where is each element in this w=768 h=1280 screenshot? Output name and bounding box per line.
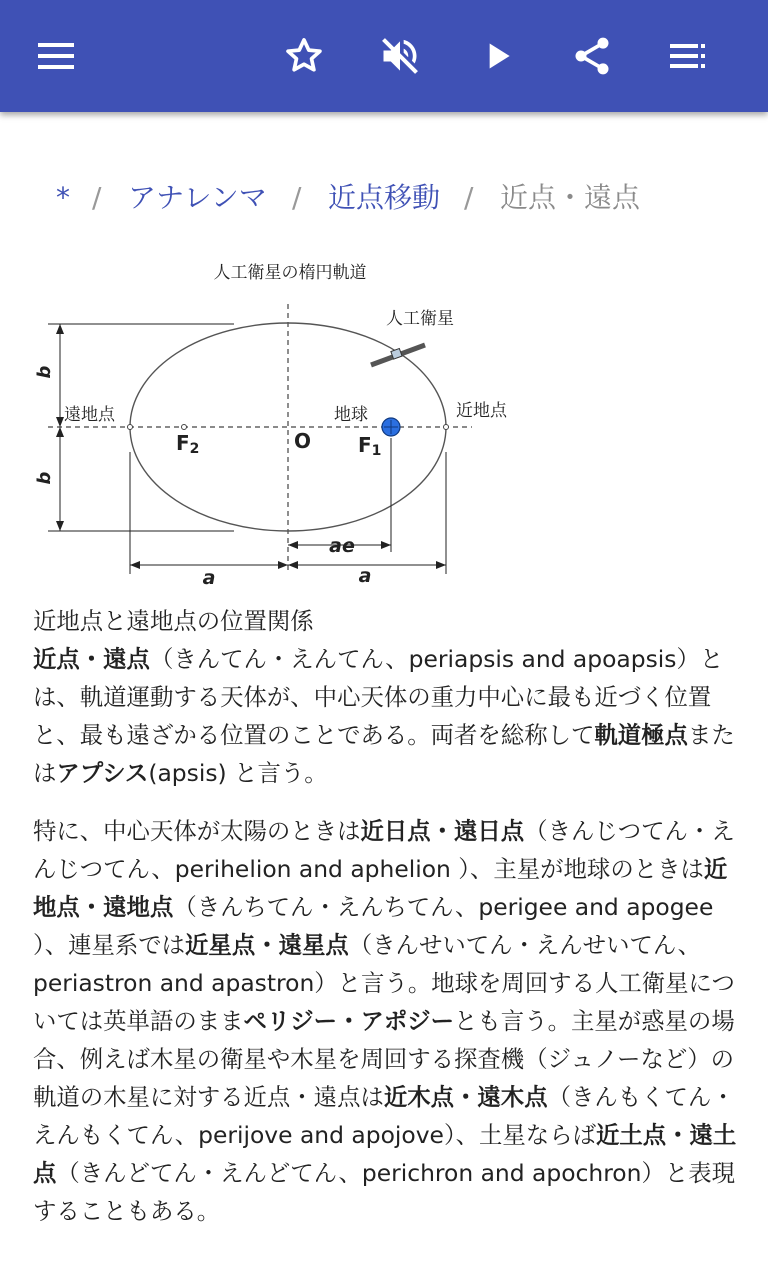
focus-2-label [176,431,199,457]
a-arrow-head [278,561,288,569]
share-icon [570,34,614,78]
focus-1-label [358,433,381,459]
breadcrumb-link-apsidal-precession[interactable]: 近点移動 [328,181,441,214]
figure-caption: 近地点と遠地点の位置関係 [33,607,314,635]
focus-2-letter: F [176,431,190,455]
term-periastron: 近星点・遠星点 [185,931,349,959]
b-arrow-head [56,427,64,437]
breadcrumb [0,176,768,220]
earth-label: 地球 [334,405,368,425]
share-button[interactable] [564,28,620,84]
apoapsis-point [128,425,133,430]
breadcrumb-separator: / [292,181,302,214]
b-arrow-head [56,417,64,427]
term-orbital-extremes: 軌道極点 [594,721,688,749]
paragraph-intro [33,640,739,792]
focus-1-subscript: 1 [371,443,382,459]
text-run: (apsis) と言う。 [148,759,328,787]
center-label: O [294,429,312,453]
ae-label: ae [329,535,355,557]
term-perigee-apogee-katakana: ペリジー・アポジー [243,1007,455,1035]
orbit-diagram [20,252,530,592]
breadcrumb-separator: / [92,181,102,214]
apoapsis-label: 遠地点 [64,405,115,425]
term-perigee: 近地点・遠地点 [33,855,728,921]
periapsis-point [444,425,449,430]
text-run: （きんてん・えんてん、periapsis and apoapsis）とは、軌道運動する天体が、中心天体の重力中心に最も近づく位置と、最も遠ざかる位置のことである。両者を総称して [33,645,724,749]
focus-2-subscript: 2 [189,441,200,457]
satellite-label: 人工衛星 [386,309,454,329]
a-arrow-head [436,561,446,569]
breadcrumb-current: 近点・遠点 [500,181,641,214]
app-bar [0,0,768,112]
b-label-bottom: b [34,471,55,485]
toc-button[interactable] [660,28,716,84]
star-outline-icon [282,34,326,78]
mute-button[interactable] [372,28,428,84]
a-label-left: a [202,567,216,589]
b-label-top: b [34,365,55,379]
term-perichron: 近土点・遠土点 [33,1121,737,1187]
text-run: （きんちてん・えんちてん、perigee and apogee ）、連星系では [33,893,714,959]
menu-icon [36,36,76,76]
term-perijove: 近木点・遠木点 [383,1083,548,1111]
breadcrumb-separator: / [464,181,474,214]
text-run: （きんせいてん・えんせいてん、periastron and apastron）と言う。地球を周回する人工衛星については英単語のまま [33,931,735,1035]
term-perihelion: 近日点・遠日点 [360,817,525,845]
text-run: または [33,721,735,787]
focus-2-point [182,425,187,430]
text-run: （きんどてん・えんどてん、perichron and apochron）と表現することもある。 [33,1159,736,1225]
text-run: 特に、中心天体が太陽のときは [33,817,361,845]
ae-arrow-head [381,541,391,549]
a-arrow-head [288,561,298,569]
b-arrow-head [56,324,64,334]
paragraph-variants [33,812,739,1230]
term-apsis: アプシス [56,759,149,787]
breadcrumb-home-link[interactable]: * [56,181,70,214]
bookmark-button[interactable] [276,28,332,84]
text-run: （きんもくてん・えんもくてん、perijove and apojove）、土星ならば [33,1083,735,1149]
periapsis-label: 近地点 [456,401,507,421]
a-label-right: a [358,565,372,587]
diagram-title: 人工衛星の楕円軌道 [213,263,367,283]
b-arrow-head [56,521,64,531]
play-icon [478,36,518,76]
term-apsides: 近点・遠点 [33,645,150,673]
menu-button[interactable] [28,28,84,84]
text-run: （きんじつてん・えんじつてん、perihelion and aphelion ）、主星が地球のときは [33,817,735,883]
ae-arrow-head [288,541,298,549]
play-button[interactable] [470,28,526,84]
breadcrumb-link-analemma[interactable]: アナレンマ [128,181,267,214]
satellite-body [391,349,402,360]
focus-1-letter: F [358,433,372,457]
text-run: とも言う。主星が惑星の場合、例えば木星の衛星や木星を周回する探査機（ジュノーなど）の軌道の木星に対する近点・遠点は [33,1007,735,1111]
volume-off-icon [378,34,422,78]
article-body [33,602,739,1230]
list-icon [668,36,708,76]
a-arrow-head [130,561,140,569]
